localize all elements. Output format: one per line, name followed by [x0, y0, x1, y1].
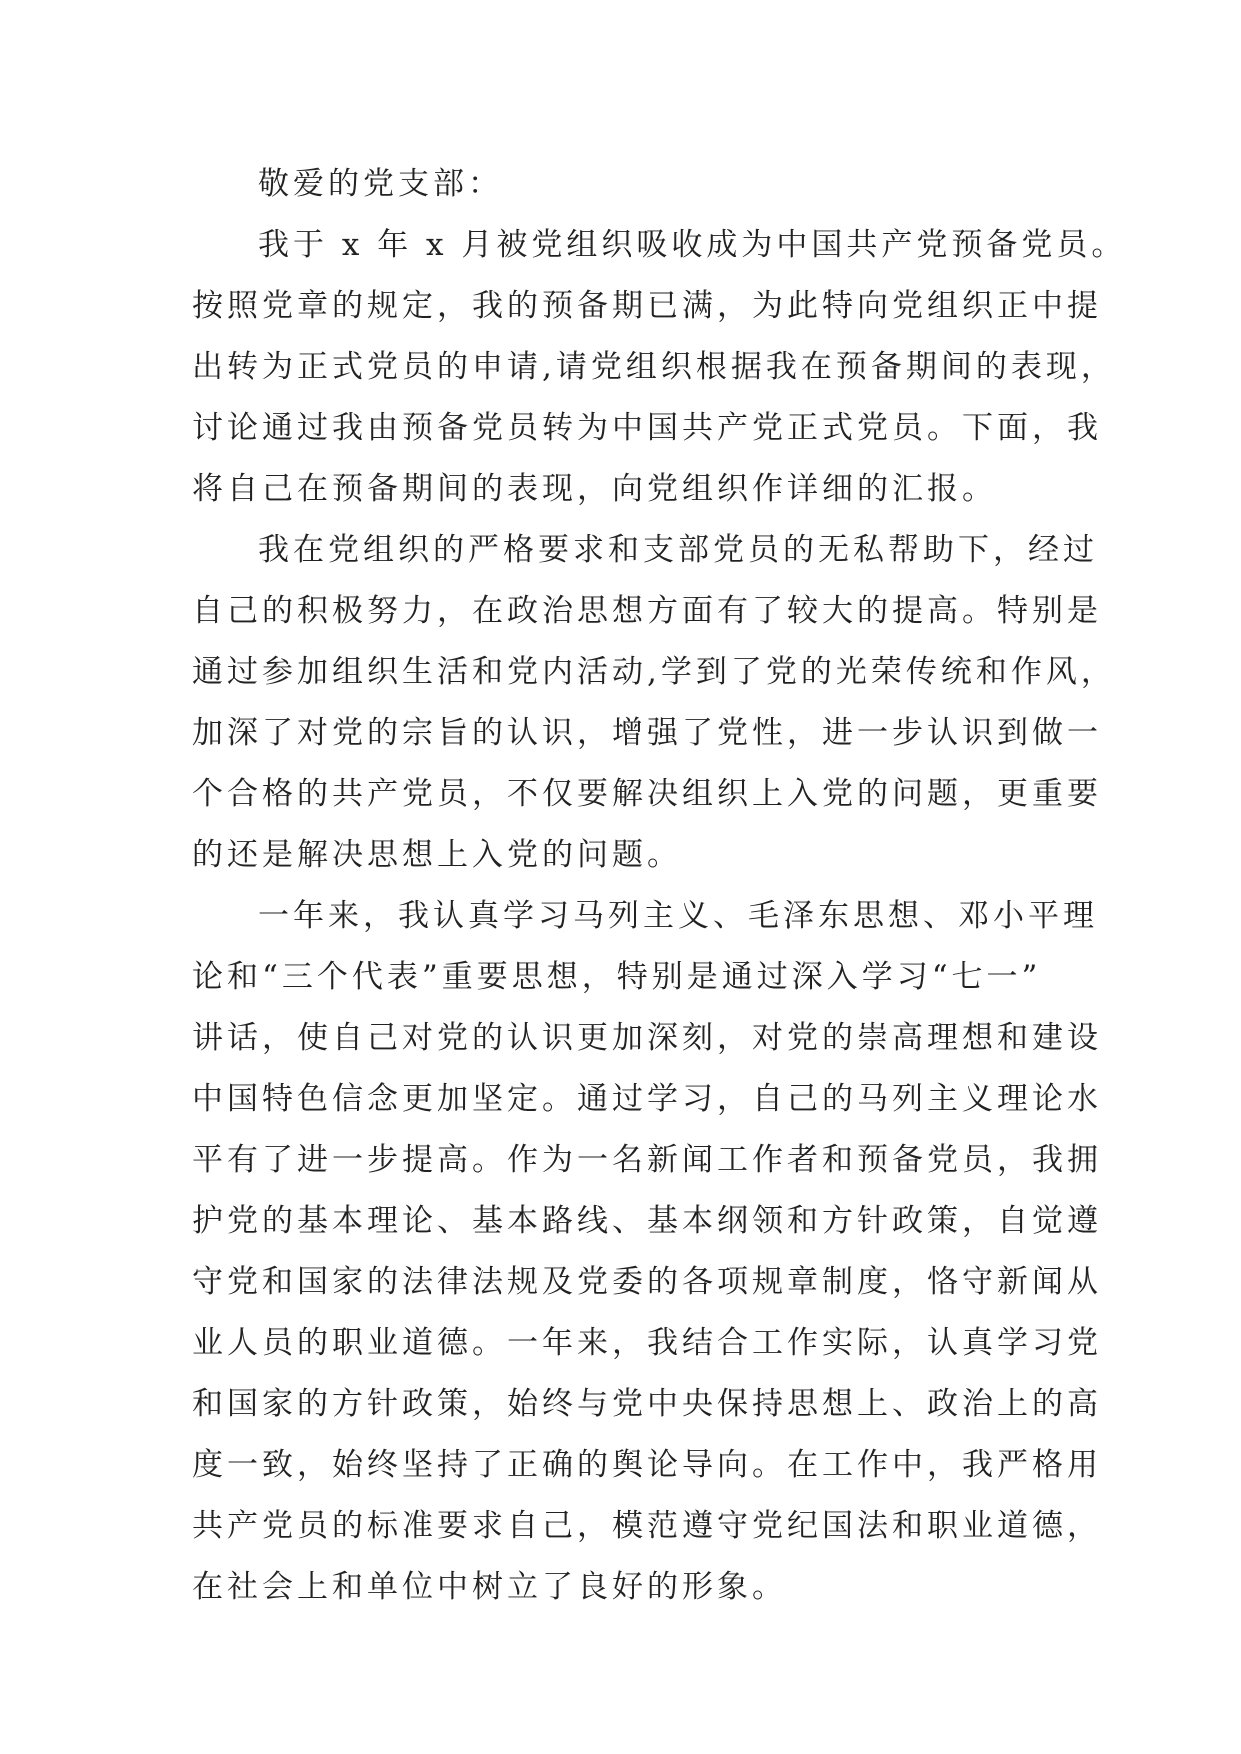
paragraph-line: 共产党员的标准要求自己，模范遵守党纪国法和职业道德， [192, 1508, 1102, 1544]
paragraph-line: 论和“三个代表”重要思想，特别是通过深入学习“七一” [192, 959, 1042, 995]
paragraph-line: 护党的基本理论、基本路线、基本纲领和方针政策，自觉遵 [192, 1203, 1102, 1239]
paragraph-line: 讨论通过我由预备党员转为中国共产党正式党员。下面，我 [192, 410, 1102, 446]
paragraph-line: 个合格的共产党员，不仅要解决组织上入党的问题，更重要 [192, 776, 1102, 812]
paragraph-2 [192, 520, 1116, 886]
paragraph-line: 按照党章的规定，我的预备期已满，为此特向党组织正中提 [192, 288, 1102, 324]
paragraph-line: 自己的积极努力，在政治思想方面有了较大的提高。特别是 [192, 593, 1102, 629]
paragraph-line: 将自己在预备期间的表现，向党组织作详细的汇报。 [192, 471, 997, 507]
paragraph-line: 的还是解决思想上入党的问题。 [192, 837, 682, 873]
paragraph-line: 业人员的职业道德。一年来，我结合工作实际，认真学习党 [192, 1325, 1102, 1361]
paragraph-line: 一年来，我认真学习马列主义、毛泽东思想、邓小平理 [258, 898, 1098, 934]
paragraph-line: 我于 x 年 x 月被党组织吸收成为中国共产党预备党员。 [258, 227, 1127, 263]
paragraph-line: 守党和国家的法律法规及党委的各项规章制度，恪守新闻从 [192, 1264, 1102, 1300]
paragraph-line: 通过参加组织生活和党内活动,学到了党的光荣传统和作风， [192, 654, 1116, 690]
paragraph-line: 度一致，始终坚持了正确的舆论导向。在工作中，我严格用 [192, 1447, 1102, 1483]
paragraph-1 [192, 215, 1127, 520]
paragraph-3 [192, 886, 1102, 1618]
paragraph-line: 加深了对党的宗旨的认识，增强了党性，进一步认识到做一 [192, 715, 1102, 751]
paragraph-line: 我在党组织的严格要求和支部党员的无私帮助下，经过 [258, 532, 1098, 568]
paragraph-line: 讲话，使自己对党的认识更加深刻，对党的崇高理想和建设 [192, 1020, 1102, 1056]
paragraph-line: 和国家的方针政策，始终与党中央保持思想上、政治上的高 [192, 1386, 1102, 1422]
document-body [192, 154, 1127, 1618]
paragraph-line: 出转为正式党员的申请,请党组织根据我在预备期间的表现， [192, 349, 1116, 385]
paragraph-line: 中国特色信念更加坚定。通过学习，自己的马列主义理论水 [192, 1081, 1102, 1117]
paragraph-line: 在社会上和单位中树立了良好的形象。 [192, 1569, 787, 1605]
salutation: 敬爱的党支部： [258, 166, 503, 202]
paragraph-line: 平有了进一步提高。作为一名新闻工作者和预备党员，我拥 [192, 1142, 1102, 1178]
